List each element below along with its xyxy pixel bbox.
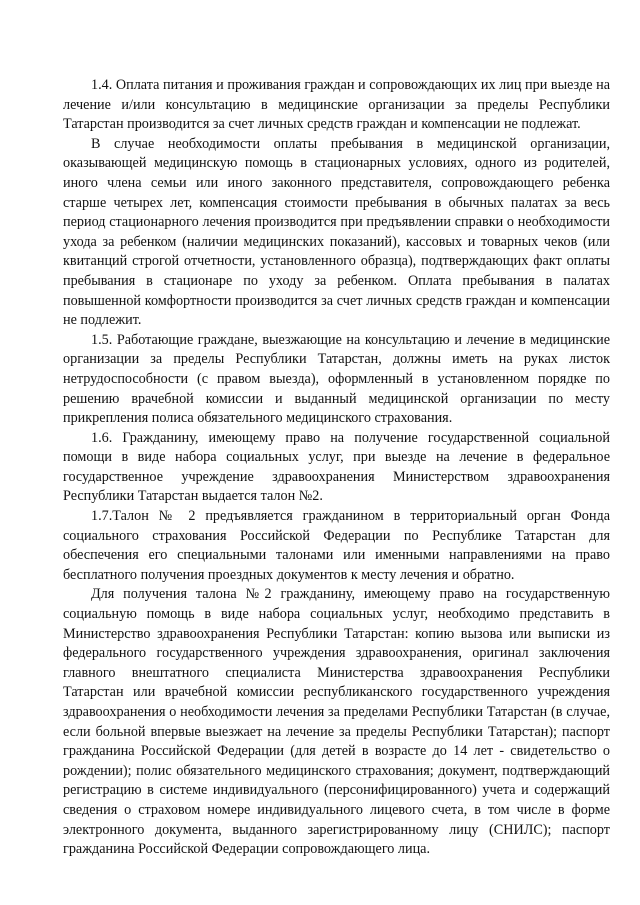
paragraph-required-documents: Для получения талона №2 гражданину, имеющему право на государственную социальную помощь в виде набора социальных услуг, необходимо представить в Министерство здравоохранения Республики Татарстан: копию вызова или выписки из федерального государственного учреждения здравоохранения, оригинал заключения главного внештатного специалиста Министерства здравоохранения Республики Татарстан или врачебной комиссии республиканского государственного учреждения здравоохранения о необходимости лечения за пределами Республики Татарстан (в случае, если больной впервые выезжает на лечение за пределы Республики Татарстан); паспорт гражданина Российской Федерации (для детей в возрасте до 14 лет - свидетельство о рождении); полис обязательного медицинского страхования; документ, подтверждающий регистрацию в системе индивидуального (персонифицированного) учета и содержащий сведения о страховом номере индивидуального лицевого счета, в том числе в форме электронного документа, выданного зарегистрированному лицу (СНИЛС); паспорт гражданина Российской Федерации сопровождающего лица. [63,586,610,858]
paragraph-1-5-sick-leave: 1.5. Работающие граждане, выезжающие на консультацию и лечение в медицинские организации за пределы Республики Татарстан, должны иметь на руках листок нетрудоспособности (с правом выезда), оформленный в установленном порядке по решению врачебной комиссии и выданный медицинской организации по месту прикрепления полиса обязательного медицинского страхования. [63,331,610,427]
paragraph-1-7-coupon-presentation: 1.7.Талон № 2 предъявляется гражданином в территориальный орган Фонда социального страхования Российской Федерации по Республике Татарстан для обеспечения его специальными талонами или именными направлениями на право бесплатного получения проездных документов к месту лечения и обратно. [63,508,610,583]
document-page [63,76,610,860]
paragraph-1-4-meals-accommodation: 1.4. Оплата питания и проживания граждан и сопровождающих их лиц при выезде на лечение и/или консультацию в медицинские организации за пределы Республики Татарстан производится за счет личных средств граждан и компенсации не подлежат. [63,77,610,133]
paragraph-1-6-coupon-issue: 1.6. Гражданину, имеющему право на получение государственной социальной помощи в виде набора социальных услуг, при выезде на лечение в федеральное государственное учреждение здравоохранения Министерством здравоохранения Республики Татарстан выдается талон №2. [63,429,610,505]
paragraph-hospital-stay-compensation: В случае необходимости оплаты пребывания в медицинской организации, оказывающей медицинскую помощь в стационарных условиях, одного из родителей, иного члена семьи или иного законного представителя, сопровождающего ребенка старше четырех лет, компенсация стоимости пребывания в обычных палатах за весь период стационарного лечения производится при предъявлении справки о необходимости ухода за ребенком (наличии медицинских показаний), кассовых и товарных чеков (или квитанций строгой отчетности, установленного образца), подтверждающих факт оплаты пребывания в стационаре по уходу за ребенком. Оплата пребывания в палатах повышенной комфортности производится за счет личных средств граждан и компенсации не подлежит. [63,135,610,329]
